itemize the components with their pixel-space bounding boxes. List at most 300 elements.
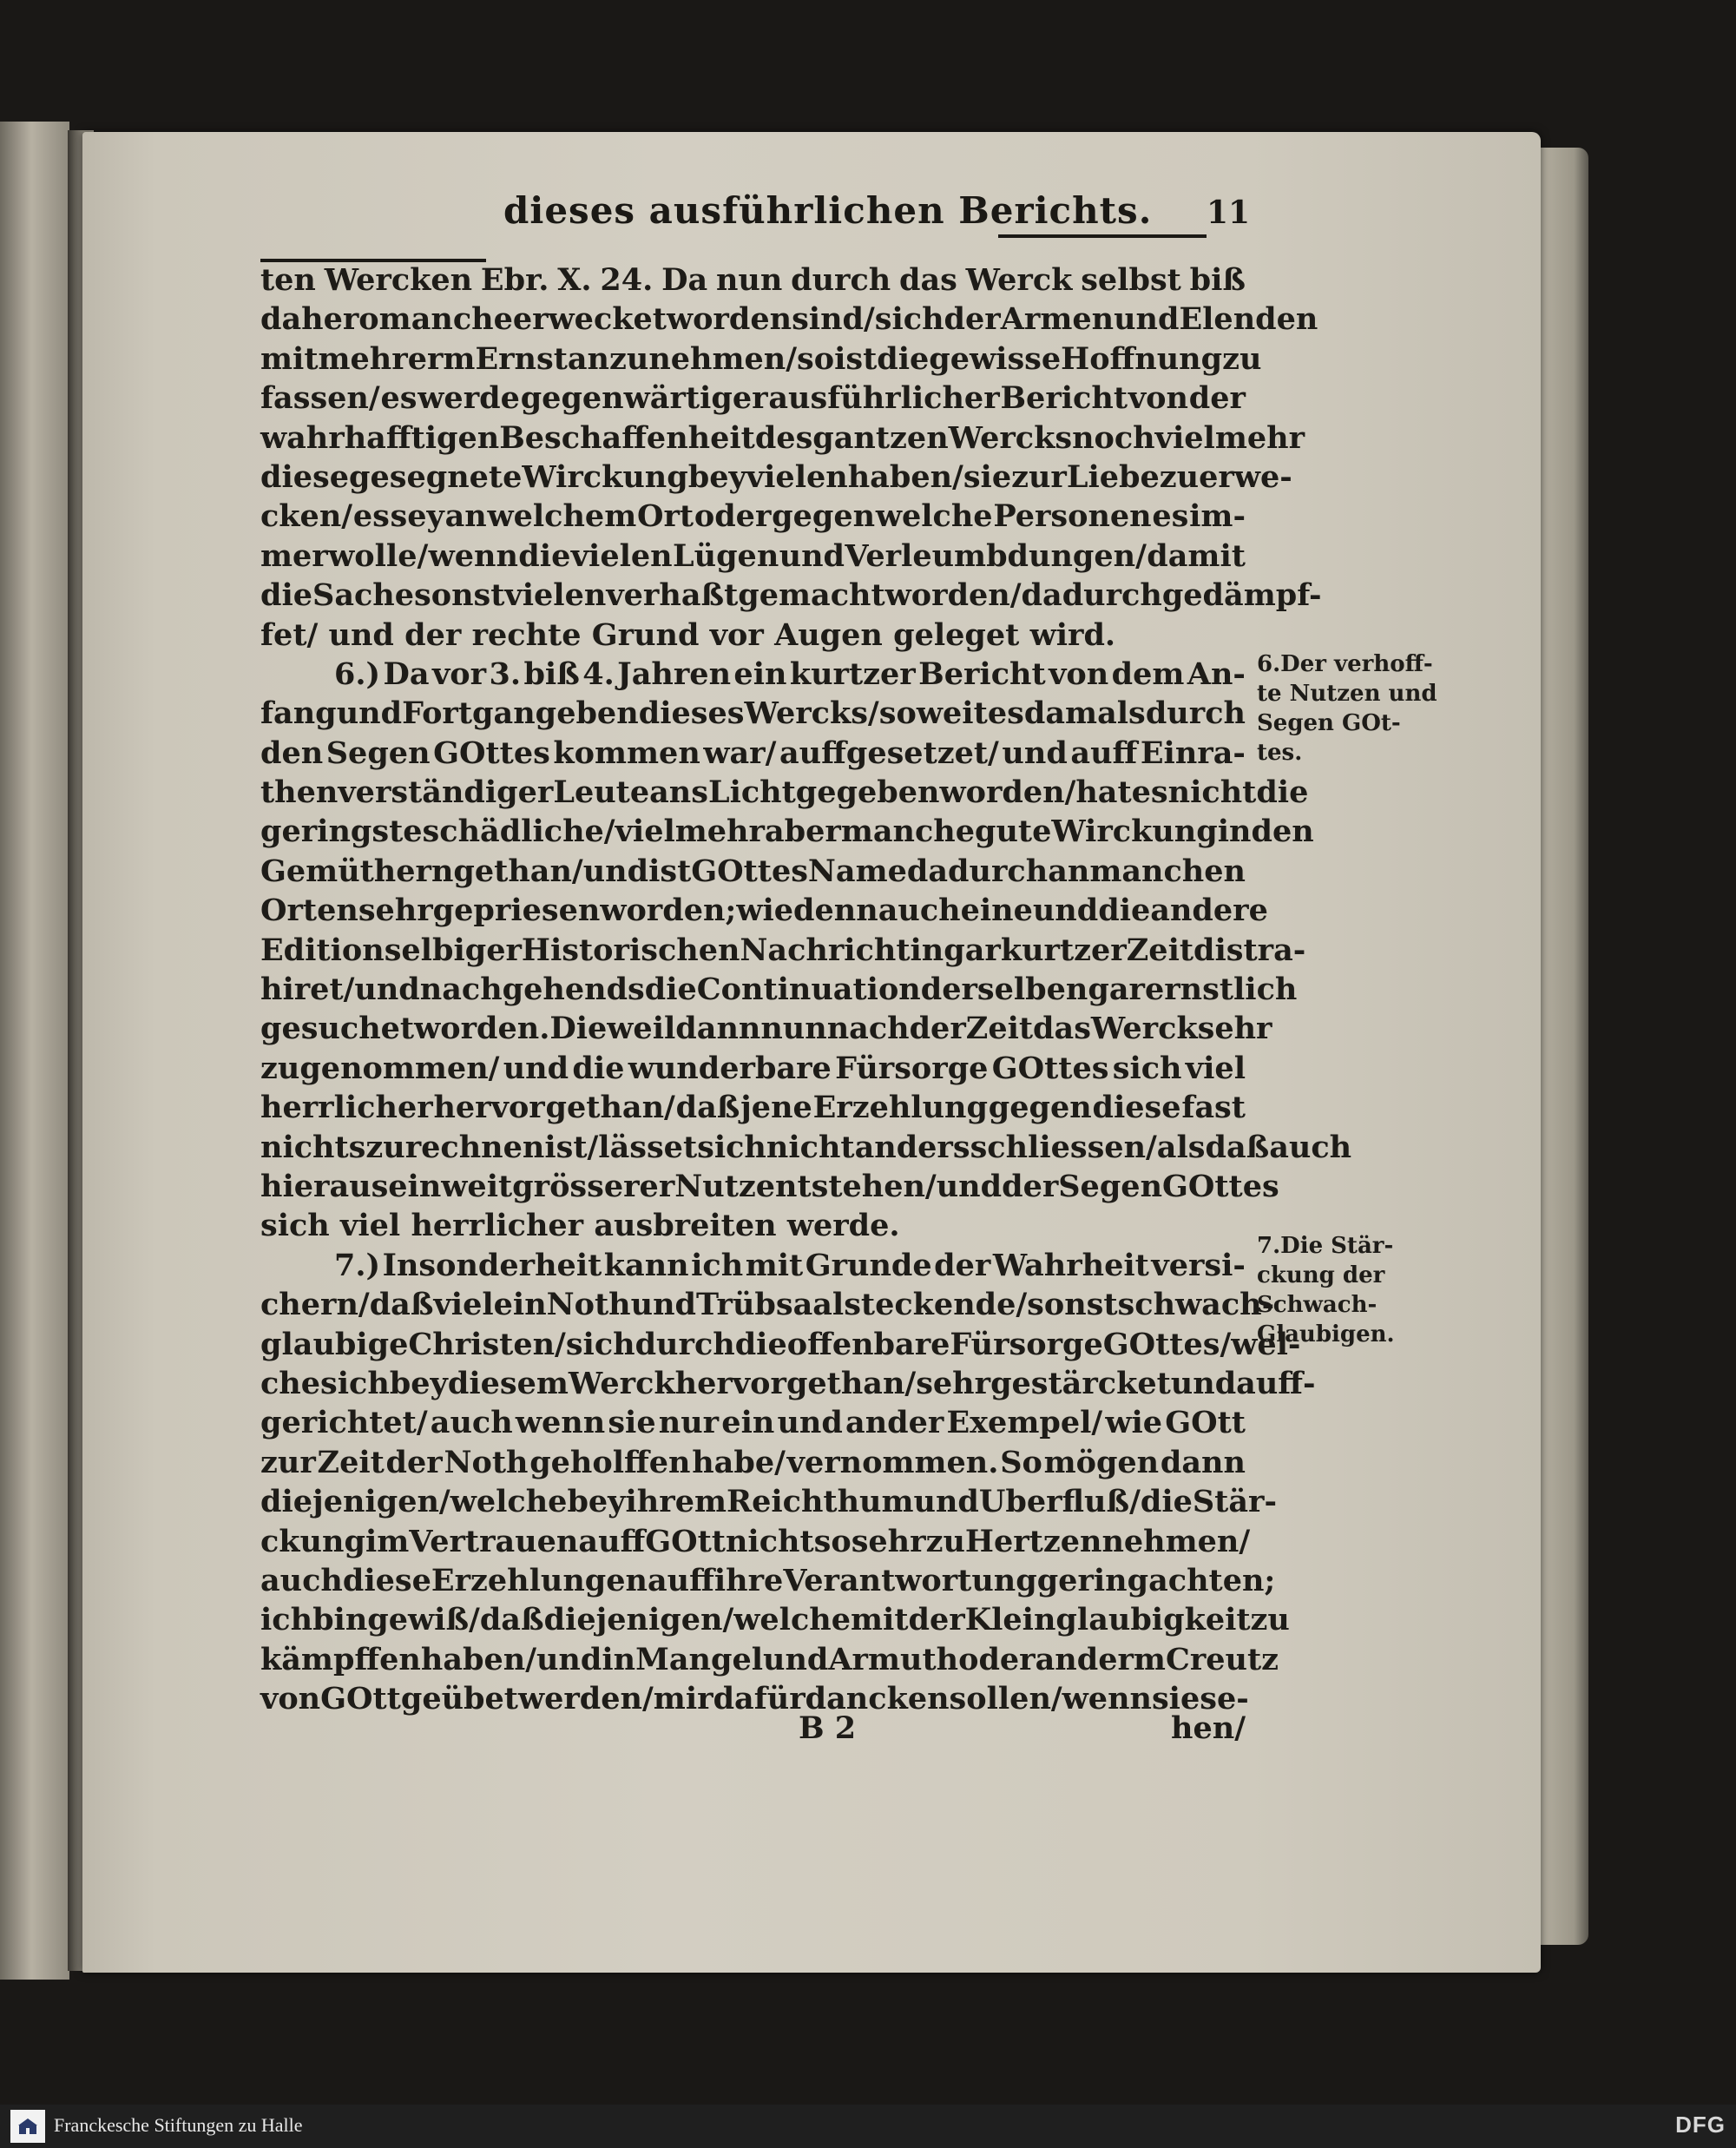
word: ist/ [544, 1129, 599, 1165]
word: kämpffen [260, 1641, 421, 1677]
word: weit [916, 695, 988, 732]
word: hat [1075, 774, 1132, 811]
word: Liebe [1066, 458, 1160, 495]
word: die [734, 1326, 787, 1362]
word: wird. [1029, 616, 1116, 653]
word: hervor [674, 1365, 786, 1401]
word: sind/ [792, 301, 875, 338]
word: diese [260, 458, 350, 495]
word: Mangel [635, 1641, 764, 1677]
word: auff- [1236, 1365, 1316, 1401]
word: die [644, 972, 697, 1008]
word: durch [791, 262, 891, 298]
word: verständiger [338, 774, 554, 811]
word: zur [260, 1444, 316, 1480]
text-line [260, 931, 1306, 970]
word: manche [378, 301, 513, 338]
word: An- [1187, 656, 1246, 692]
word: daß [479, 1602, 544, 1638]
text-line [260, 734, 1246, 773]
word: so [813, 1523, 852, 1559]
word: Insonderheit [382, 1247, 602, 1283]
word: derselben [920, 972, 1088, 1008]
word: gegeben [795, 774, 940, 811]
word: nun [760, 1011, 827, 1047]
text-line [260, 616, 1246, 655]
word: die [543, 1602, 596, 1638]
word: wie [736, 893, 794, 929]
word: dieses [638, 695, 745, 732]
word: viel [1185, 1050, 1246, 1086]
word: Grund [591, 616, 700, 653]
word: wenn [428, 537, 518, 574]
catchword: hen/ [1171, 1710, 1246, 1746]
word: ist [834, 340, 878, 377]
word: nicht [766, 1129, 855, 1165]
word: an [1048, 853, 1090, 889]
page-number: 11 [1207, 194, 1251, 231]
text-line [260, 1561, 1276, 1600]
word: Beschaffenheit [499, 419, 755, 456]
word: wolle/ [328, 537, 429, 574]
word: und [1170, 1365, 1237, 1401]
word: gar [1088, 972, 1145, 1008]
word: X. [557, 262, 592, 298]
word: mögen [1043, 1444, 1160, 1480]
text-line [260, 1049, 1246, 1088]
word: haben/ [847, 458, 963, 495]
word: vielmehr [615, 814, 765, 850]
word: Ernst [475, 340, 568, 377]
word: Da [661, 262, 708, 298]
word: anderm [1035, 1641, 1166, 1677]
word: die [260, 577, 313, 614]
margin-note-line: 7.Die Stär- [1257, 1233, 1394, 1259]
word: kann [603, 1247, 689, 1283]
word: GOttes/wel- [1102, 1326, 1301, 1362]
word: fassen/ [260, 380, 380, 417]
word: eine [960, 893, 1033, 929]
word: Noth [546, 1287, 631, 1323]
text-line [260, 458, 1292, 497]
word: mir [653, 1681, 713, 1717]
word: dem [1111, 656, 1185, 692]
word: dancken [805, 1681, 950, 1717]
word: Erzehlungen [431, 1562, 648, 1598]
running-head: dieses ausführlichen Berichts. [503, 189, 1153, 232]
word: kommen [553, 735, 700, 771]
word: bey [567, 1484, 626, 1520]
word: und [1032, 893, 1099, 929]
word: schädliche/ [422, 814, 615, 850]
word: gewiß/ [367, 1602, 480, 1638]
margin-note-line: Segen GOt- [1257, 710, 1401, 736]
text-line [260, 773, 1309, 812]
text-line [260, 576, 1322, 615]
text-line [260, 300, 1318, 339]
word: ihrem [625, 1484, 727, 1520]
word: ander [845, 1405, 944, 1441]
word: nichts [260, 1129, 366, 1165]
word: dann [1160, 1444, 1246, 1480]
word: gethan/ [453, 853, 583, 889]
institution-logo-icon [10, 2110, 45, 2143]
word: rechnen [404, 1129, 545, 1165]
word: Leute [553, 774, 650, 811]
word: che [260, 1365, 321, 1401]
word: Fürsorge [950, 1326, 1103, 1362]
word: das [1033, 1011, 1091, 1047]
word: herrlicher [411, 1208, 584, 1244]
word: Armen [1000, 301, 1115, 338]
word: nach [826, 1011, 910, 1047]
word: geübet [400, 1681, 518, 1717]
word: sonst [414, 577, 505, 614]
word: Fortgang [402, 695, 557, 732]
word: und [763, 1641, 829, 1677]
word: welche [733, 1602, 852, 1638]
word: GOttes [433, 735, 550, 771]
margin-note-line: Glaubigen. [1257, 1321, 1395, 1347]
word: biß [1189, 262, 1246, 298]
word: zu [1222, 340, 1262, 377]
word: und [779, 537, 845, 574]
word: dadurch [906, 853, 1049, 889]
word: ausführlicher [768, 380, 1000, 417]
word: hieraus [260, 1168, 389, 1204]
word: sie [1151, 1681, 1200, 1717]
word: Grunde [805, 1247, 932, 1283]
word: 3. [489, 656, 522, 692]
word: auch [430, 1405, 513, 1441]
word: se- [1200, 1681, 1249, 1717]
word: Wercks/ [744, 695, 879, 732]
word: ten [260, 262, 316, 298]
word: gestärcket [990, 1365, 1171, 1401]
word: gegenwärtiger [520, 380, 768, 417]
word: mehrerm [318, 340, 476, 377]
word: daß [675, 1090, 740, 1126]
word: sich [1112, 1050, 1182, 1086]
word: war/ [703, 735, 777, 771]
word: der [908, 1602, 965, 1638]
word: und [328, 616, 394, 653]
word: dafür [713, 1681, 806, 1717]
word: die [877, 340, 930, 377]
word: gerichtet/ [260, 1405, 428, 1441]
text-line [260, 891, 1268, 930]
word: geringste [260, 814, 423, 850]
word: sich [697, 1129, 766, 1165]
word: achten; [1148, 1562, 1276, 1598]
word: Verantwortung [783, 1562, 1037, 1598]
word: welchem [487, 498, 637, 535]
word: auff [578, 1523, 646, 1559]
word: nehmen/ [1101, 1523, 1251, 1559]
margin-note-line: tes. [1257, 740, 1303, 766]
word: sich [874, 301, 944, 338]
word: Augen [774, 616, 883, 653]
word: andere [1150, 893, 1268, 929]
word: sonst [1027, 1287, 1118, 1323]
word: dahero [260, 301, 379, 338]
word: sich [320, 1365, 390, 1401]
word: Elenden [1179, 301, 1318, 338]
word: ein [721, 1405, 775, 1441]
word: wunderbare [628, 1050, 832, 1086]
text-line [260, 260, 1246, 300]
word: welche [875, 498, 993, 535]
text-line [260, 694, 1246, 733]
word: werde [418, 380, 520, 417]
word: durch [1145, 695, 1246, 732]
margin-note-6 [1257, 649, 1437, 768]
word: Verleumbdungen/ [845, 537, 1147, 574]
word: die [518, 537, 571, 574]
word: in [512, 1287, 547, 1323]
word: auffgesetzet/ [779, 735, 999, 771]
word: Stär- [1192, 1484, 1277, 1520]
word: GOttes [691, 853, 808, 889]
word: mit [260, 340, 319, 377]
word: geleget [893, 616, 1020, 653]
word: Nachricht [740, 932, 911, 968]
word: vielmehr [1154, 419, 1305, 456]
text-line [260, 1325, 1301, 1364]
word: dann [675, 1011, 761, 1047]
word: Name [807, 853, 907, 889]
word: worden. [414, 1011, 550, 1047]
word: gewisse [929, 340, 1062, 377]
text-line [260, 1088, 1246, 1127]
word: gemacht [738, 577, 885, 614]
word: es [1131, 774, 1168, 811]
word: sollen/ [949, 1681, 1062, 1717]
word: herrlicher [260, 1090, 433, 1126]
word: ich [691, 1247, 744, 1283]
word: Vertrauen [409, 1523, 579, 1559]
word: ckung [260, 1523, 365, 1559]
word: von [260, 1681, 321, 1717]
word: Werck [965, 262, 1073, 298]
text-line [260, 1246, 1246, 1285]
margin-note-7 [1257, 1231, 1395, 1349]
word: Armuth [828, 1641, 959, 1677]
word: in [602, 1641, 636, 1677]
word: ist [648, 853, 692, 889]
word: worden/dadurch [884, 577, 1162, 614]
word: Gemüthern [260, 853, 454, 889]
signature-row [260, 1710, 1246, 1750]
word: im- [1189, 498, 1246, 535]
text-line [260, 1167, 1279, 1206]
word: sehr [1197, 1011, 1272, 1047]
word: sehr [916, 1365, 991, 1401]
word: jenigen/ [312, 1484, 450, 1520]
word: von [1128, 380, 1188, 417]
word: diese [342, 1562, 431, 1598]
word: denn [793, 893, 878, 929]
text-line [260, 970, 1298, 1009]
text-line [260, 339, 1262, 379]
word: eben [556, 695, 639, 732]
word: der [909, 1011, 966, 1047]
word: GOtt [1165, 1405, 1246, 1441]
word: Hoffnung [1061, 340, 1223, 377]
dfg-logo: DFG [1675, 2112, 1726, 2138]
word: es [380, 380, 418, 417]
word: fang [260, 695, 337, 732]
word: Orten [260, 893, 358, 929]
word: wie [1105, 1405, 1163, 1441]
word: haben/und [420, 1641, 602, 1677]
word: distra- [1194, 932, 1306, 968]
word: ich [260, 1602, 313, 1638]
word: und [777, 1405, 843, 1441]
word: aber [764, 814, 841, 850]
word: schwach- [1117, 1287, 1275, 1323]
word: hervor [433, 1090, 545, 1126]
word: gethan/ [786, 1365, 917, 1401]
word: worden [666, 301, 792, 338]
text-line [260, 1443, 1246, 1482]
word: und [582, 853, 649, 889]
word: fet/ [260, 616, 319, 653]
word: wenn [1062, 1681, 1152, 1717]
word: Segen [326, 735, 431, 771]
word: Wahrheit [992, 1247, 1149, 1283]
word: gesuchet [260, 1011, 415, 1047]
word: auch [260, 1562, 343, 1598]
word: grösserer [512, 1168, 675, 1204]
word: then [260, 774, 339, 811]
word: Einra- [1140, 735, 1246, 771]
word: Reichthum [727, 1484, 914, 1520]
word: der [934, 1247, 991, 1283]
margin-note-line: ckung der [1257, 1262, 1385, 1288]
word: Uberfluß/die [978, 1484, 1193, 1520]
word: ausbreiten [594, 1208, 777, 1244]
word: bey [687, 458, 746, 495]
word: es [987, 695, 1024, 732]
word: den [1251, 814, 1314, 850]
word: gegen [988, 1090, 1092, 1126]
facing-page-edge [0, 122, 69, 1980]
word: sie [608, 1405, 656, 1441]
word: daß [369, 1287, 434, 1323]
word: mit [745, 1247, 804, 1283]
word: und [503, 1050, 569, 1086]
word: Zeit [965, 1011, 1034, 1047]
word: die [572, 1050, 625, 1086]
word: jenigen/ [595, 1602, 734, 1638]
word: Jahren [617, 656, 732, 692]
word: gering [1036, 1562, 1149, 1598]
word: 24. [600, 262, 654, 298]
text-line [260, 1640, 1279, 1679]
word: daß [1205, 1129, 1270, 1165]
text-line [260, 497, 1246, 536]
word: sie [963, 458, 1012, 495]
word: im [365, 1523, 410, 1559]
word: viel [340, 1208, 401, 1244]
word: gantzen [812, 419, 949, 456]
word: kurtzer [1000, 932, 1127, 968]
word: mit [851, 1602, 909, 1638]
word: gethan/ [545, 1090, 675, 1126]
word: 4. [582, 656, 615, 692]
word: der [1188, 380, 1246, 417]
word: habe/ [692, 1444, 786, 1480]
word: vielen [746, 458, 848, 495]
word: von [1049, 656, 1109, 692]
word: durch [635, 1326, 735, 1362]
word: und [1114, 301, 1180, 338]
word: kurtzer [789, 656, 916, 692]
word: die [1098, 893, 1151, 929]
word: nur [658, 1405, 720, 1441]
margin-note-line: te Nutzen und [1257, 681, 1437, 707]
text-line [260, 537, 1246, 576]
word: Werck [1090, 1011, 1198, 1047]
text-line [260, 418, 1305, 458]
word: welche [450, 1484, 568, 1520]
word: Zeit [1126, 932, 1194, 968]
word: selbiger [384, 932, 522, 968]
margin-note-line: Schwach- [1257, 1292, 1378, 1318]
word: versi- [1151, 1247, 1246, 1283]
word: in [1217, 814, 1252, 850]
word: bin [312, 1602, 368, 1638]
word: und [913, 1484, 979, 1520]
text-line [260, 852, 1246, 891]
word: Werck [568, 1365, 675, 1401]
word: gedämpf- [1161, 577, 1322, 614]
text-line [260, 812, 1314, 851]
word: oder [694, 498, 772, 535]
word: die [1256, 774, 1309, 811]
word: Noth [444, 1444, 529, 1480]
word: in [910, 932, 944, 968]
word: ernstlich [1144, 972, 1298, 1008]
word: GOttes [1162, 1168, 1279, 1204]
word: Trübsaal [696, 1287, 845, 1323]
word: Licht [707, 774, 796, 811]
word: Christen/sich [408, 1326, 635, 1362]
word: sey [390, 498, 444, 535]
word: damals [1023, 695, 1146, 732]
word: weit [441, 1168, 513, 1204]
text-line [260, 1285, 1275, 1324]
word: nicht [725, 1523, 814, 1559]
word: fast [1181, 1090, 1246, 1126]
word: viele [433, 1287, 513, 1323]
word: wahrhafftigen [260, 419, 500, 456]
word: an [444, 498, 487, 535]
word: vielen [570, 537, 673, 574]
word: Ebr. [480, 262, 549, 298]
word: vor [431, 656, 487, 692]
word: auch [878, 893, 961, 929]
word: Kleinglaubigkeit [964, 1602, 1251, 1638]
word: manche [840, 814, 975, 850]
word: Personen [993, 498, 1152, 535]
word: ein [733, 656, 787, 692]
word: der [944, 301, 1001, 338]
text-line [260, 1364, 1316, 1403]
text-line [260, 1206, 1246, 1245]
text-line [260, 1522, 1251, 1561]
